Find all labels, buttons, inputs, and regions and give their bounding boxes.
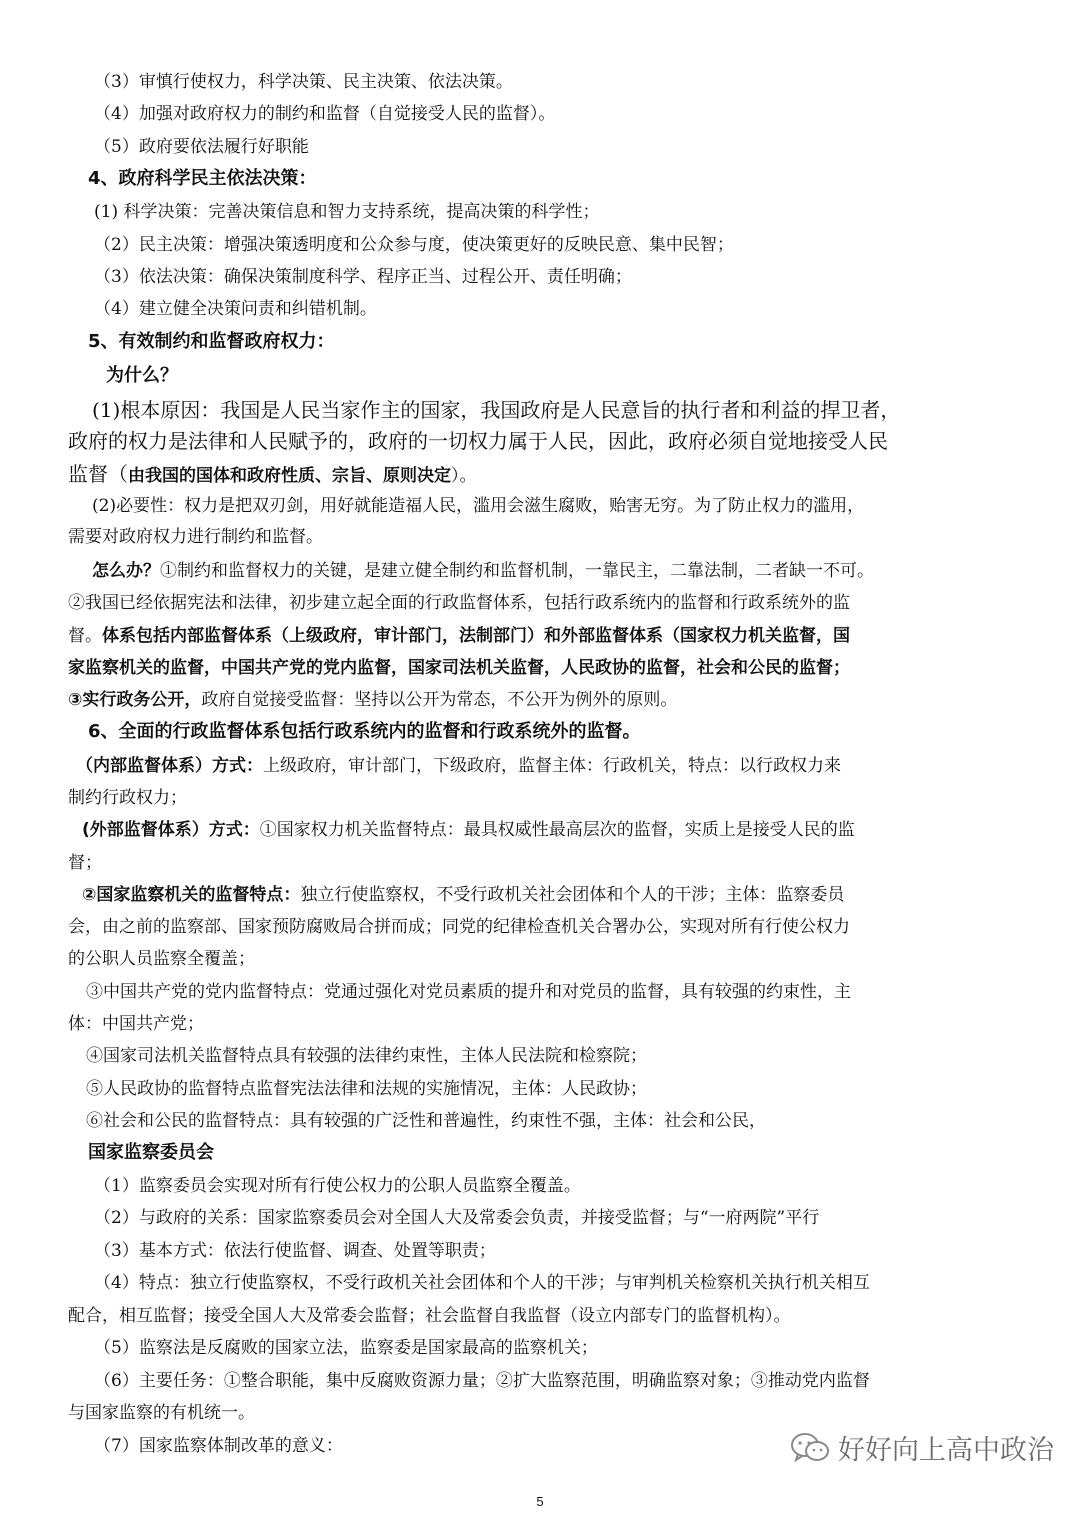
text-line: [68, 688, 1016, 712]
text-run: 监督（: [68, 462, 128, 486]
page-number: 5: [536, 1494, 544, 1509]
text-line: （3）依法决策：确保决策制度科学、程序正当、过程公开、责任明确；: [94, 267, 632, 287]
text-line: （5）监察法是反腐败的国家立法，监察委是国家最高的监察机关；: [94, 1338, 598, 1358]
text-line: ③中国共产党的党内监督特点：党通过强化对党员素质的提升和对党员的监督，具有较强的约束性，主: [86, 982, 851, 1002]
text-run: ①国家权力机关监督特点：最具权威性最高层次的监督，实质上是接受人民的监: [259, 820, 855, 840]
text-line: ④国家司法机关监督特点具有较强的法律约束性，主体人民法院和检察院；: [86, 1046, 647, 1066]
text-line: 与国家监察的有机统一。: [68, 1403, 255, 1423]
text-line: 会，由之前的监察部、国家预防腐败局合拼而成；同党的纪律检查机关合署办公，实现对所有行使公权力: [68, 917, 850, 937]
text-line: [68, 462, 1016, 488]
text-line: （4）建立健全决策问责和纠错机制。: [94, 299, 377, 319]
text-line: (2)必要性：权力是把双刃剑，用好就能造福人民，滥用会滋生腐败，贻害无穷。为了防止权力的滥用，: [92, 496, 865, 516]
text-line: （7）国家监察体制改革的意义：: [94, 1436, 343, 1456]
bold-text: ②国家监察机关的监督特点：: [82, 885, 301, 905]
text-line: 制约行政权力；: [68, 788, 187, 808]
text-line: （2）与政府的关系：国家监察委员会对全国人大及常委会负责，并接受监督；与“一府两院”平行: [94, 1208, 820, 1228]
wechat-icon: [790, 1431, 830, 1465]
bold-text: 怎么办？: [92, 561, 160, 581]
text-line: （3）审慎行使权力，科学决策、民主决策、依法决策。: [94, 72, 513, 92]
text-line: (1) 科学决策：完善决策信息和智力支持系统，提高决策的科学性；: [94, 202, 600, 222]
text-line: ②我国已经依据宪法和法律，初步建立起全面的行政监督体系，包括行政系统内的监督和行政系统外的监: [68, 593, 850, 613]
text-line: （3）基本方式：依法行使监督、调查、处置等职责；: [94, 1241, 496, 1261]
text-line: ⑥社会和公民的监督特点：具有较强的广泛性和普遍性，约束性不强，主体：社会和公民，: [86, 1111, 766, 1131]
watermark-text: 好好向上高中政治: [838, 1435, 1054, 1466]
section-heading: 4、政府科学民主依法决策：: [88, 168, 317, 189]
text-run: 独立行使监察权，不受行政机关社会团体和个人的干涉；主体：监察委员: [300, 885, 845, 905]
bold-text: 由我国的国体和政府性质、宗旨、原则决定: [128, 466, 451, 486]
text-line: 需要对政府权力进行制约和监督。: [68, 527, 323, 547]
bold-text: （内部监督体系）方式：: [76, 756, 263, 776]
text-line: （4）加强对政府权力的制约和监督（自觉接受人民的监督）。: [94, 104, 556, 124]
text-line: 体：中国共产党；: [68, 1014, 204, 1034]
text-line: ⑤人民政协的监督特点监督宪法法律和法规的实施情况，主体：人民政协；: [86, 1079, 647, 1099]
text-line: [68, 624, 1016, 648]
text-line: （1）监察委员会实现对所有行使公权力的公职人员监察全覆盖。: [94, 1176, 581, 1196]
text-line: [82, 818, 1016, 842]
bold-text: 体系包括内部监督体系（上级政府，审计部门，法制部门）和外部监督体系（国家权力机关监督，国: [102, 626, 850, 646]
bold-text: ③实行政务公开，: [68, 690, 202, 710]
text-line: 督；: [68, 853, 102, 873]
text-line: 的公职人员监察全覆盖；: [68, 949, 255, 969]
text-line: [92, 559, 1016, 583]
text-run: 政府自觉接受监督：坚持以公开为常态，不公开为例外的原则。: [201, 690, 678, 710]
section-heading: 5、有效制约和监督政府权力：: [88, 331, 335, 352]
text-run: ）。: [451, 466, 477, 486]
text-line: （4）特点：独立行使监察权，不受行政机关社会团体和个人的干涉；与审判机关检察机关执行机关相互: [94, 1273, 870, 1293]
text-line: [76, 754, 1016, 778]
bold-text: 家监察机关的监督，中国共产党的党内监督，国家司法机关监督，人民政协的监督，社会和公民的监督；: [68, 658, 850, 678]
text-line: [82, 883, 1016, 907]
watermark: [790, 1428, 1054, 1467]
text-line: (1)根本原因：我国是人民当家作主的国家，我国政府是人民意旨的执行者和利益的捍卫者，: [92, 398, 901, 422]
section-heading: 6、全面的行政监督体系包括行政系统内的监督和行政系统外的监督。: [88, 721, 641, 742]
text-line: （5）政府要依法履行好职能: [94, 137, 309, 157]
text-line: 政府的权力是法律和人民赋予的，政府的一切权力属于人民，因此，政府必须自觉地接受人民: [68, 429, 888, 453]
subheading: 为什么？: [106, 365, 178, 386]
text-line: （6）主要任务：①整合职能，集中反腐败资源力量；②扩大监察范围，明确监察对象；③推动党内监督: [94, 1371, 870, 1391]
text-run: 上级政府，审计部门，下级政府，监督主体：行政机关，特点：以行政权力来: [263, 756, 841, 776]
bold-text: (外部监督体系）方式：: [82, 820, 260, 840]
text-run: ①制约和监督权力的关键，是建立健全制约和监督机制，一靠民主，二靠法制，二者缺一不可。: [160, 561, 874, 581]
text-run: 督。: [68, 626, 102, 646]
text-line: 配合，相互监督；接受全国人大及常委会监督；社会监督自我监督（设立内部专门的监督机构）。: [68, 1306, 791, 1326]
text-line: （2）民主决策：增强决策透明度和公众参与度，使决策更好的反映民意、集中民智；: [94, 235, 734, 255]
section-heading: 国家监察委员会: [88, 1142, 214, 1163]
text-line: [68, 656, 1016, 680]
